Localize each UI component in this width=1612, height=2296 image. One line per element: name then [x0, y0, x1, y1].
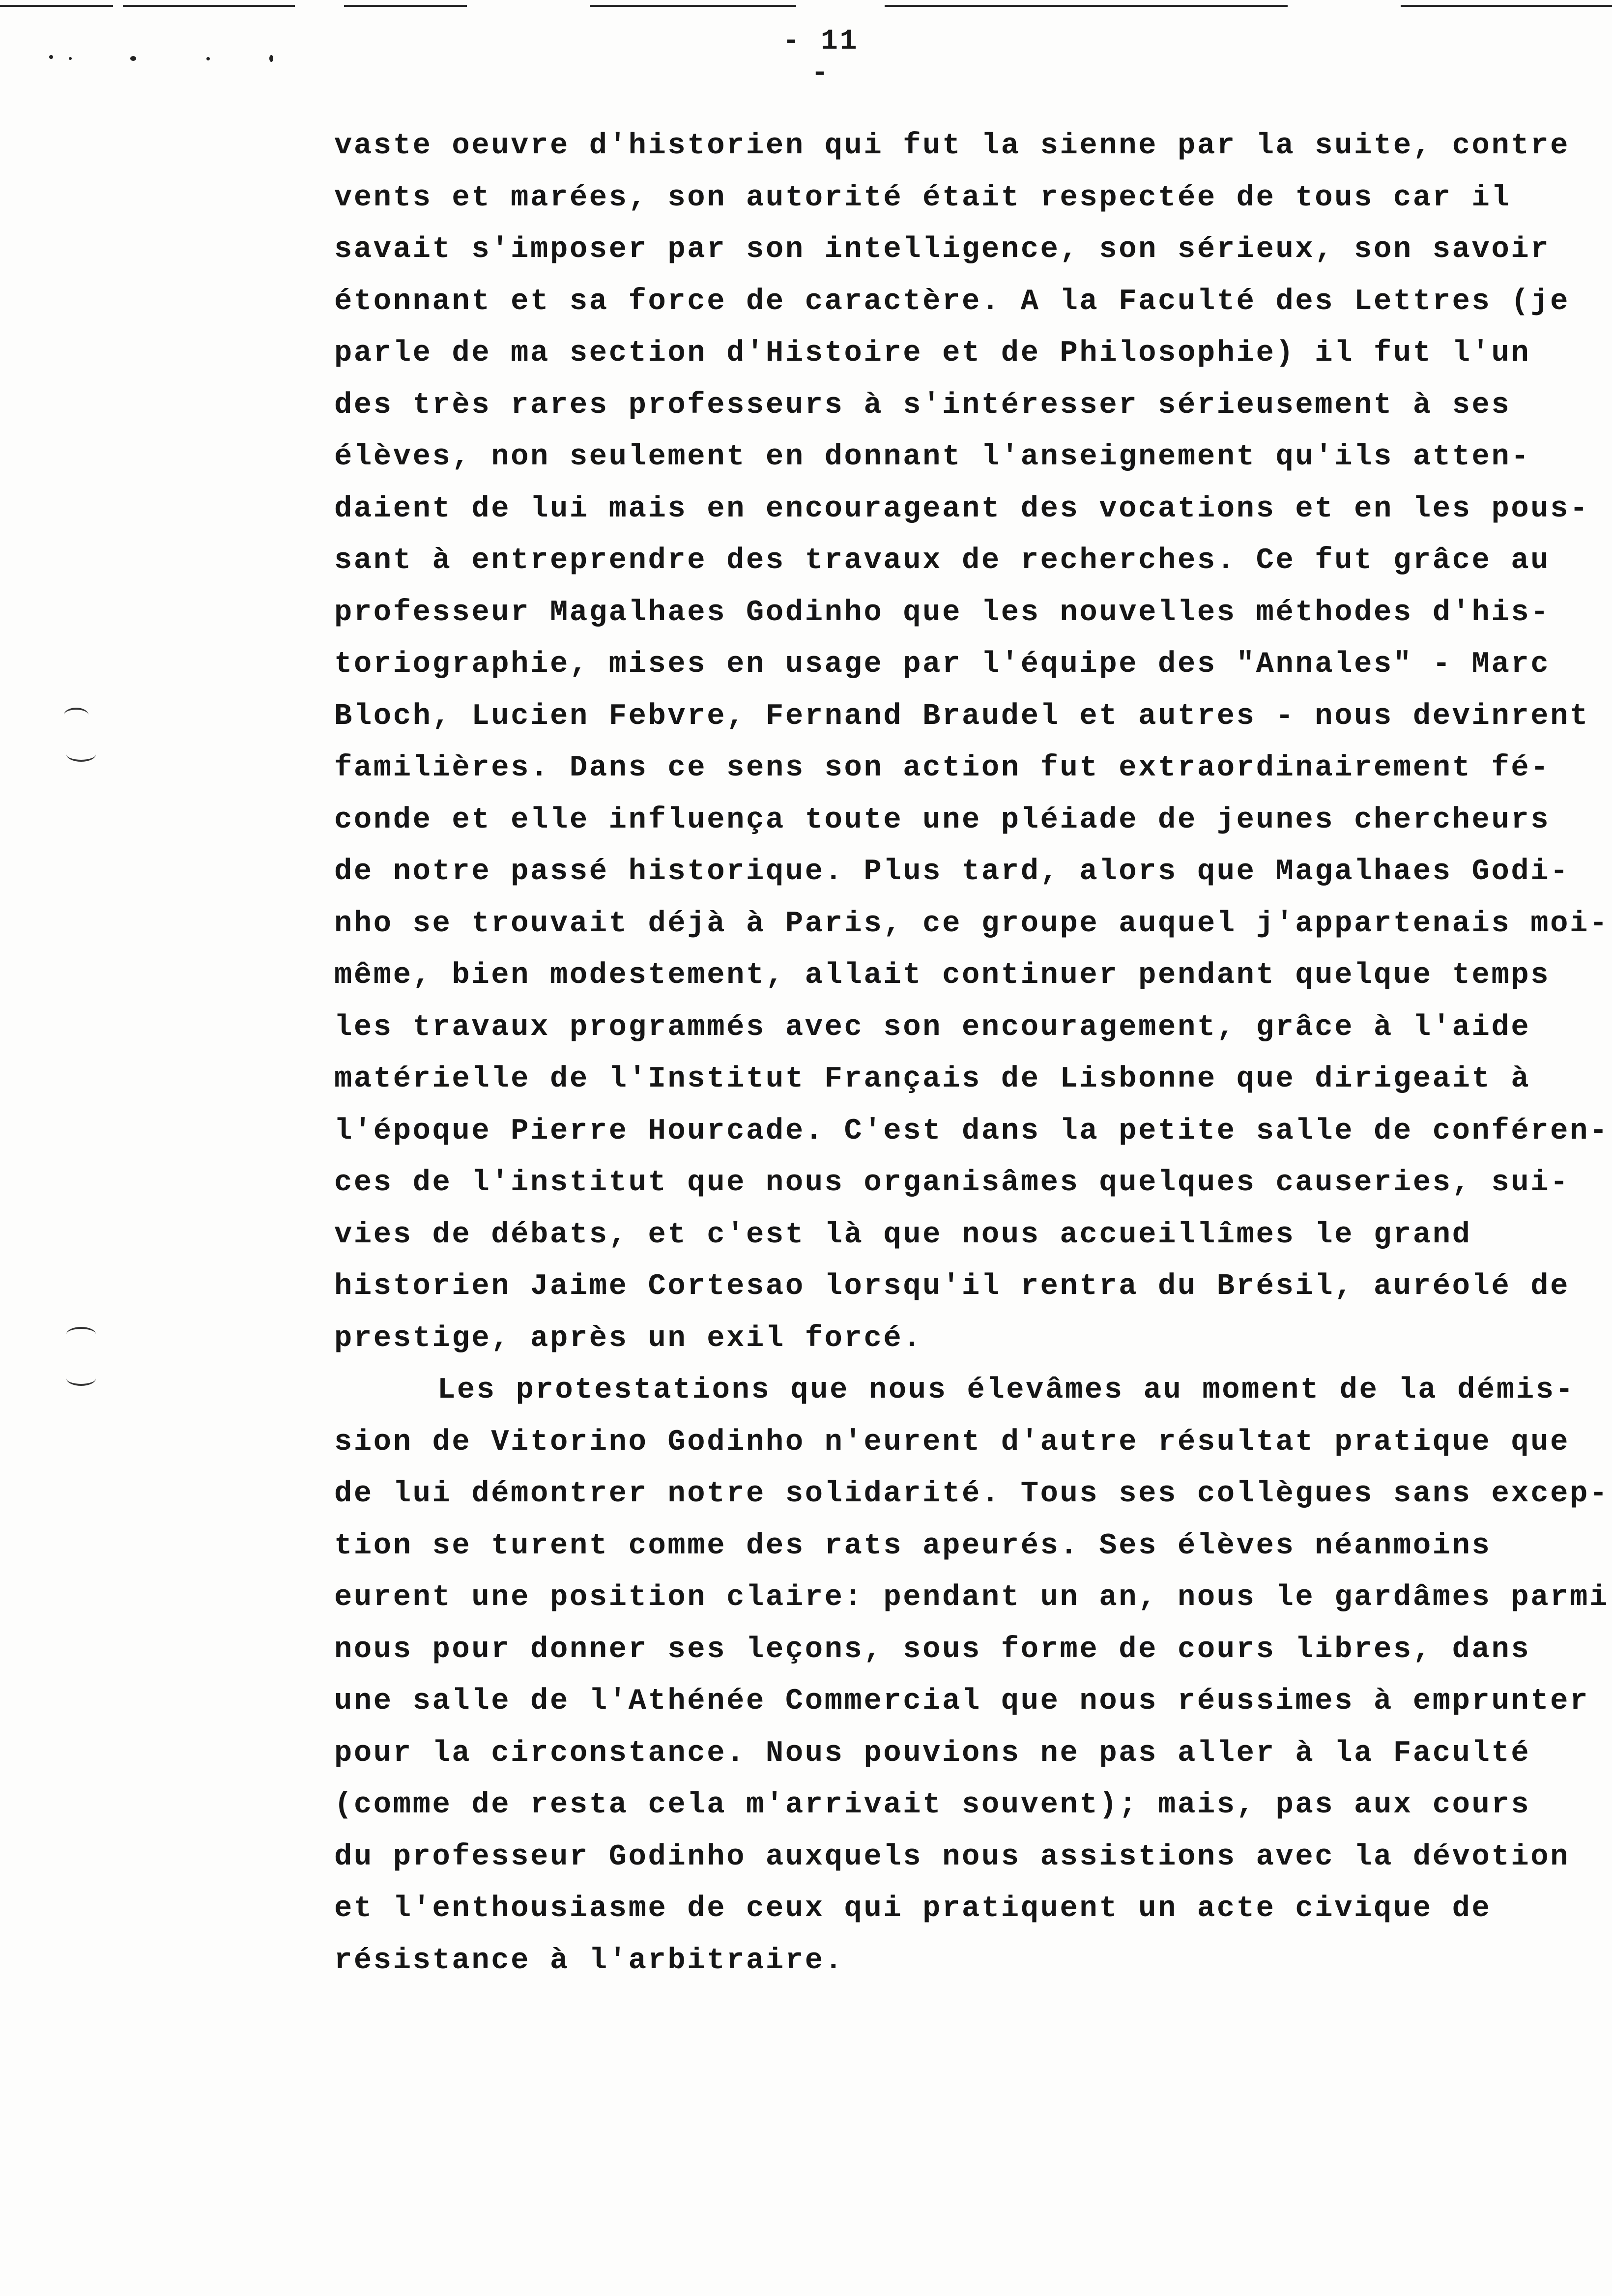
text-line: familières. Dans ce sens son action fut extraordinairement fé- — [334, 751, 1551, 785]
text-line: des très rares professeurs à s'intéresser sérieusement à ses — [334, 388, 1511, 422]
text-line: vies de débats, et c'est là que nous accueillîmes le grand — [334, 1218, 1472, 1252]
text-line: vaste oeuvre d'historien qui fut la sienne par la suite, contre — [334, 129, 1570, 163]
text-line: vents et marées, son autorité était respectée de tous car il — [334, 181, 1511, 215]
scan-edge-rule — [0, 5, 113, 7]
text-line: les travaux programmés avec son encouragement, grâce à l'aide — [334, 1010, 1531, 1044]
text-line: sant à entreprendre des travaux de recherches. Ce fut grâce au — [334, 544, 1551, 577]
scan-edge-rule — [885, 5, 1288, 7]
text-line: du professeur Godinho auxquels nous assistions avec la dévotion — [334, 1840, 1570, 1874]
text-line: même, bien modestement, allait continuer pendant quelque temps — [334, 959, 1551, 992]
scan-speck — [49, 55, 53, 59]
text-line: de notre passé historique. Plus tard, alors que Magalhaes Godi- — [334, 855, 1570, 889]
text-line: pour la circonstance. Nous pouvions ne pas aller à la Faculté — [334, 1736, 1531, 1770]
text-line: matérielle de l'Institut Français de Lisbonne que dirigeait à — [334, 1062, 1531, 1096]
text-line: tion se turent comme des rats apeurés. Ses élèves néanmoins — [334, 1529, 1492, 1563]
text-line: et l'enthousiasme de ceux qui pratiquent un acte civique de — [334, 1892, 1492, 1925]
scan-edge-rule — [590, 5, 796, 7]
text-line: (comme de resta cela m'arrivait souvent); mais, pas aux cours — [334, 1788, 1531, 1822]
text-line: professeur Magalhaes Godinho que les nouvelles méthodes d'his- — [334, 596, 1551, 630]
scan-edge-rule — [344, 5, 467, 7]
text-line: Les protestations que nous élevâmes au moment de la démis- — [437, 1374, 1575, 1407]
text-line: nous pour donner ses leçons, sous forme de cours libres, dans — [334, 1633, 1531, 1666]
binding-mark — [66, 1327, 96, 1342]
text-line: étonnant et sa force de caractère. A la Faculté des Lettres (je — [334, 285, 1570, 318]
scan-speck — [269, 55, 273, 62]
scan-speck — [130, 56, 136, 61]
body-text — [334, 120, 1612, 1987]
text-line: daient de lui mais en encourageant des vocations et en les pous- — [334, 492, 1589, 526]
text-line: prestige, après un exil forcé. — [334, 1321, 923, 1355]
binding-mark — [64, 708, 88, 722]
text-line: eurent une position claire: pendant un an, nous le gardâmes parmi — [334, 1581, 1609, 1614]
text-line: conde et elle influença toute une pléiade de jeunes chercheurs — [334, 803, 1551, 837]
text-line: savait s'imposer par son intelligence, son sérieux, son savoir — [334, 233, 1551, 266]
page-number: - 11 - — [782, 26, 859, 89]
scan-speck — [69, 57, 72, 60]
text-line: élèves, non seulement en donnant l'anseignement qu'ils atten- — [334, 440, 1531, 474]
text-line: historien Jaime Cortesao lorsqu'il rentra du Brésil, auréolé de — [334, 1270, 1570, 1303]
scan-speck — [206, 57, 210, 60]
text-line: parle de ma section d'Histoire et de Philosophie) il fut l'un — [334, 337, 1531, 370]
paragraph — [334, 120, 1612, 1365]
text-line: Bloch, Lucien Febvre, Fernand Braudel et autres - nous devinrent — [334, 699, 1589, 733]
paragraph — [334, 1365, 1612, 1987]
text-line: de lui démontrer notre solidarité. Tous ses collègues sans excep- — [334, 1477, 1609, 1511]
text-line: toriographie, mises en usage par l'équipe des "Annales" - Marc — [334, 648, 1551, 681]
text-line: nho se trouvait déjà à Paris, ce groupe auquel j'appartenais moi- — [334, 907, 1609, 941]
binding-mark — [66, 1371, 96, 1386]
text-line: ces de l'institut que nous organisâmes quelques causeries, sui- — [334, 1166, 1570, 1200]
scan-edge-rule — [1401, 5, 1612, 7]
text-line: sion de Vitorino Godinho n'eurent d'autre résultat pratique que — [334, 1425, 1570, 1459]
text-line: une salle de l'Athénée Commercial que nous réussimes à emprunter — [334, 1685, 1589, 1718]
text-line: résistance à l'arbitraire. — [334, 1944, 844, 1978]
binding-mark — [66, 747, 96, 762]
text-line: l'époque Pierre Hourcade. C'est dans la petite salle de conféren- — [334, 1114, 1609, 1148]
scan-edge-rule — [123, 5, 295, 7]
